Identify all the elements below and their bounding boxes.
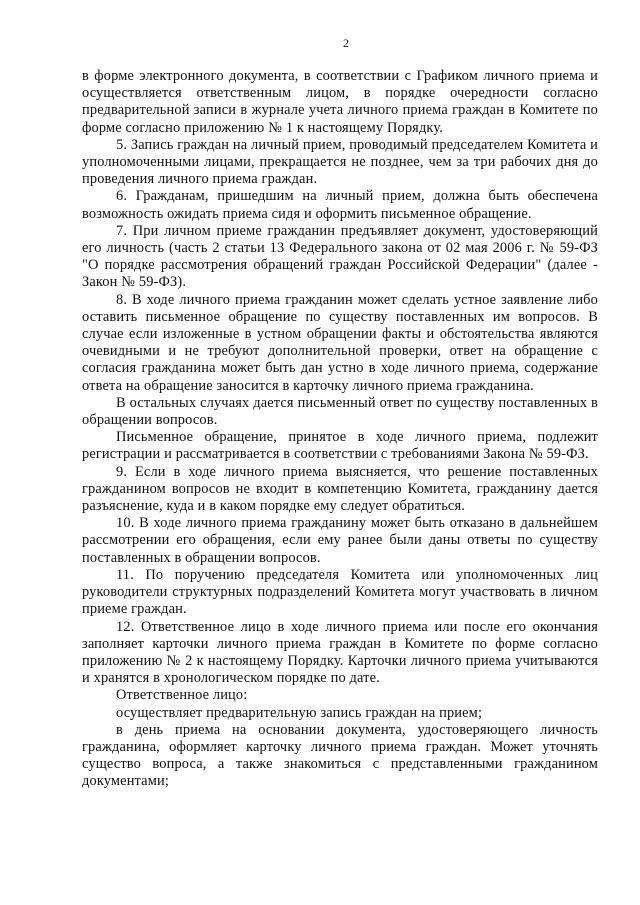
paragraph-item-9: 9. Если в ходе личного приема выясняется, что решение поставленных гражданином вопросов не входит в компетенцию Комитета, гражданину дается разъяснение, куда и в каком порядке ему следует обратиться.: [82, 463, 598, 515]
paragraph-duty-card: в день приема на основании документа, удостоверяющего личность гражданина, оформляет карточку личного приема граждан. Может уточнять существо вопроса, а также знакомиться с представленными гражданином документами;: [82, 721, 598, 790]
page-number: 2: [343, 36, 349, 50]
paragraph-item-5: 5. Запись граждан на личный прием, проводимый председателем Комитета и уполномоченными лицами, прекращается не позднее, чем за три рабочих дня до проведения личного приема граждан.: [82, 136, 599, 188]
paragraph-duty-preregistration: осуществляет предварительную запись граждан на прием;: [116, 704, 483, 721]
paragraph-responsible-person: Ответственное лицо:: [116, 687, 248, 704]
document-body: [82, 68, 598, 791]
paragraph-item-10: 10. В ходе личного приема гражданину может быть отказано в дальнейшем рассмотрении его обращения, если ему ранее были даны ответы по существу поставленных в обращении вопросов.: [82, 515, 598, 566]
paragraph-item-8-other-cases: В остальных случаях дается письменный ответ по существу поставленных в обращении вопросов.: [82, 394, 598, 429]
paragraph-item-8: 8. В ходе личного приема гражданин может сделать устное заявление либо оставить письменное обращение по существу поставленных им вопросов. В случае если изложенные в устном обращении факты и обстоятельства являются очевидными и не требуют дополнительной проверки, ответ на обращение с согласия гражданина может быть дан устно в ходе личного приема, содержание ответа на обращение заносится в карточку личного приема гражданина.: [82, 291, 598, 394]
paragraph-item-12: 12. Ответственное лицо в ходе личного приема или после его окончания заполняет карточки личного приема граждан в Комитете по форме согласно приложению № 2 к настоящему Порядку. Карточки личного приема учитываются и хранятся в хронологическом порядке по дате.: [82, 618, 598, 687]
paragraph-continuation: в форме электронного документа, в соответствии с Графиком личного приема и осуществляется ответственным лицом, в порядке очередности согласно предварительной записи в журнале учета личного приема граждан в Комитете по форме согласно приложению № 1 к настоящему Порядку.: [82, 68, 598, 136]
paragraph-item-8-written-appeal: Письменное обращение, принятое в ходе личного приема, подлежит регистрации и рассматривается в соответствии с требованиями Закона № 59-ФЗ.: [82, 429, 598, 463]
paragraph-item-6: 6. Гражданам, пришедшим на личный прием, должна быть обеспечена возможность ожидать приема сидя и оформить письменное обращение.: [82, 188, 598, 222]
paragraph-item-11: 11. По поручению председателя Комитета или уполномоченных лиц руководители структурных подразделений Комитета могут участвовать в личном приеме граждан.: [82, 566, 598, 618]
paragraph-item-7: 7. При личном приеме гражданин предъявляет документ, удостоверяющий его личность (часть 2 статьи 13 Федерального закона от 02 мая 2006 г. № 59-ФЗ "О порядке рассмотрения обращений граждан Российской Федерации" (далее - Закон № 59-ФЗ).: [82, 222, 598, 291]
